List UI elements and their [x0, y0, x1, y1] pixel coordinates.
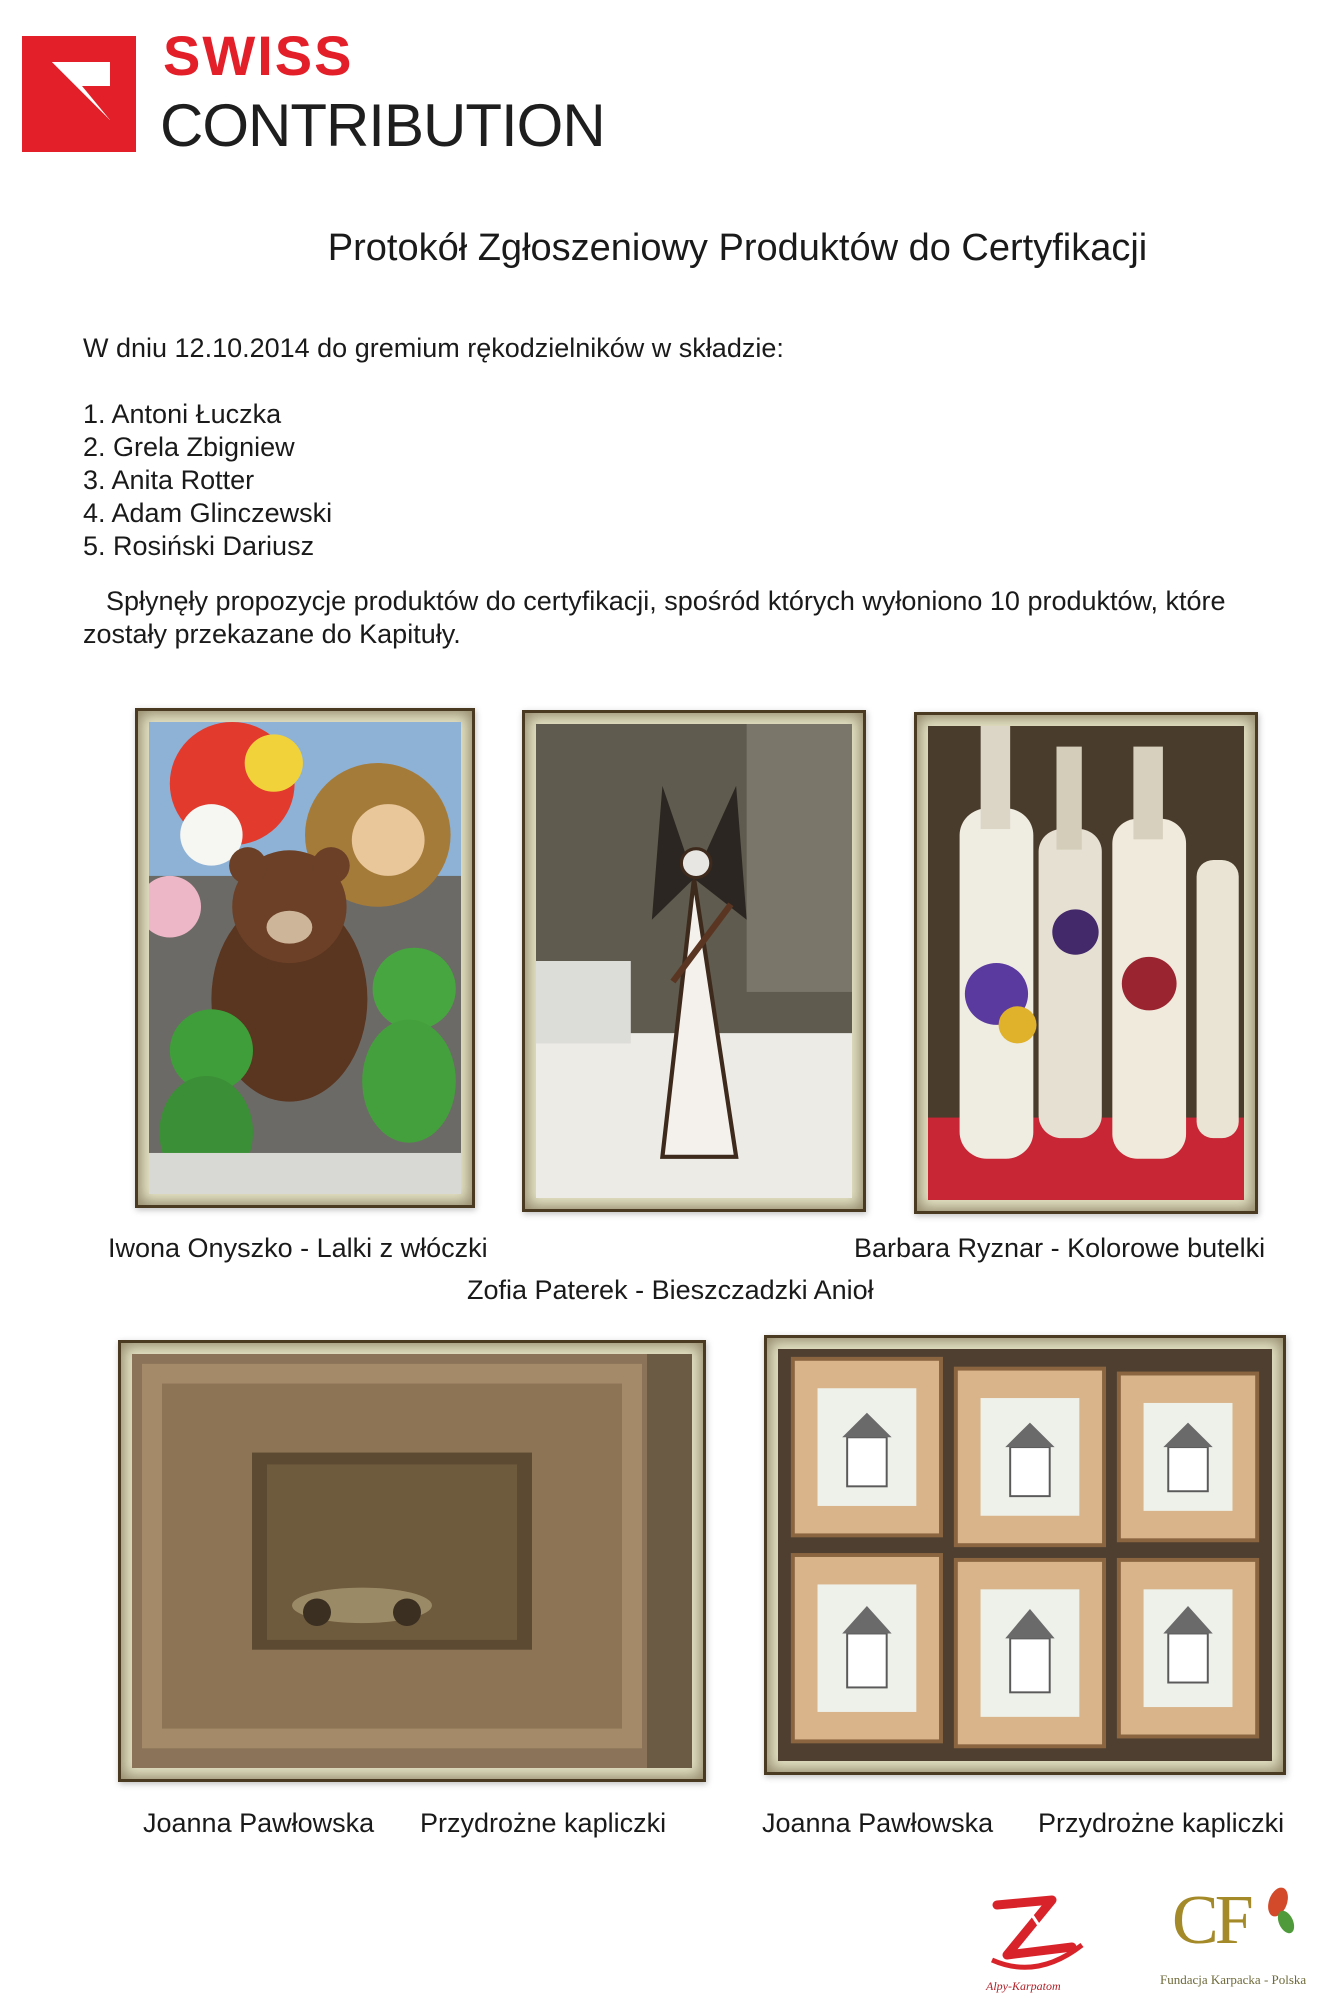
member-item: 4. Adam Glinczewski [83, 498, 333, 528]
photo-painted-chapels [764, 1335, 1286, 1775]
summary-paragraph [83, 585, 1321, 651]
summary-line-2: zostały przekazane do Kapituły. [83, 619, 461, 649]
caption-photo-5-title: Przydrożne kapliczki [1038, 1808, 1285, 1838]
member-item: 3. Anita Rotter [83, 465, 255, 495]
summary-line-1: Spłynęły propozycje produktów do certyfikacji, spośród których wyłoniono 10 produktów, które [106, 586, 1226, 616]
member-list [83, 398, 332, 563]
member-item: 1. Antoni Łuczka [83, 399, 282, 429]
alpy-karpatom-logo [982, 1885, 1092, 1995]
fundacja-karpacka-initials: CF [1172, 1882, 1250, 1959]
fundacja-karpacka-text: Fundacja Karpacka - Polska [1160, 1972, 1307, 1987]
logo-text-contribution: CONTRIBUTION [160, 92, 605, 159]
intro-text: W dniu 12.10.2014 do gremium rękodzielników w składzie: [83, 333, 784, 363]
swiss-logo-mark [22, 36, 136, 152]
photo-knitted-dolls [135, 708, 475, 1208]
fundacja-karpacka-logo [1160, 1880, 1310, 1995]
alpy-karpatom-logo-text: Alpy-Karpatom [986, 1979, 1061, 1993]
caption-photo-4-author: Joanna Pawłowska [143, 1808, 375, 1838]
caption-photo-4-title: Przydrożne kapliczki [420, 1808, 667, 1838]
caption-photo-5-author: Joanna Pawłowska [762, 1808, 994, 1838]
logo-text-swiss: SWISS [163, 24, 354, 87]
document-title: Protokół Zgłoszeniowy Produktów do Certyfikacji [327, 227, 1148, 269]
photo-wooden-frame [118, 1340, 706, 1782]
member-item: 2. Grela Zbigniew [83, 432, 295, 462]
photo-angel [522, 710, 866, 1212]
caption-photo-2: Zofia Paterek - Bieszczadzki Anioł [467, 1275, 874, 1305]
caption-photo-3: Barbara Ryznar - Kolorowe butelki [854, 1233, 1266, 1263]
caption-photo-1: Iwona Onyszko - Lalki z włóczki [108, 1233, 488, 1263]
photo-bottles [914, 712, 1258, 1214]
member-item: 5. Rosiński Dariusz [83, 531, 315, 561]
